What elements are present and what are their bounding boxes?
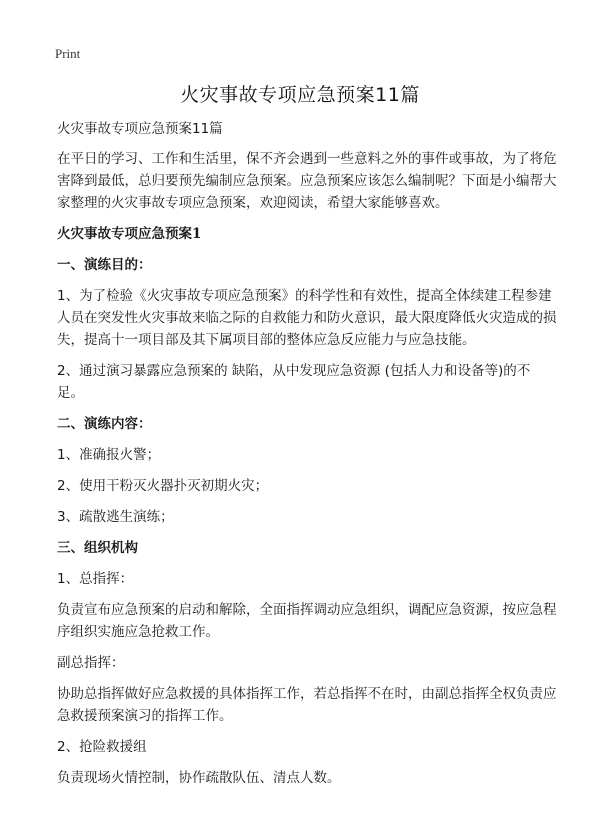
- paragraph: 负责宣布应急预案的启动和解除，全面指挥调动应急组织，调配应急资源，按应急程序组织实施应急抢救工作。: [57, 602, 557, 640]
- document-title: 火灾事故专项应急预案11篇: [180, 84, 420, 106]
- paragraph: 1、总指挥：: [57, 571, 134, 587]
- section-heading: 三、组织机构: [57, 540, 138, 556]
- paragraph: 1、为了检验《火灾事故专项应急预案》的科学性和有效性，提高全体续建工程参建人员在突发性火灾事故来临之际的自救能力和防火意识，最大限度降低火灾造成的损失，提高十一项目部及其下属项目部的整体应急反应能力与应急技能。: [57, 288, 557, 348]
- paragraph: 协助总指挥做好应急救援的具体指挥工作，若总指挥不在时，由副总指挥全权负责应急救援预案演习的指挥工作。: [57, 686, 557, 724]
- section-heading: 二、演练内容：: [57, 416, 152, 432]
- document-body: [57, 118, 557, 798]
- paragraph: 2、通过演习暴露应急预案的 缺陷，从中发现应急资源 (包括人力和设备等)的不足。: [57, 363, 531, 401]
- list-item: 3、疏散逃生演练；: [57, 509, 174, 525]
- print-label: Print: [55, 46, 81, 61]
- list-item: 1、准确报火警；: [57, 447, 161, 463]
- intro-paragraph: 在平日的学习、工作和生活里，保不齐会遇到一些意料之外的事件或事故，为了将危害降到最低，总归要预先编制应急预案。应急预案应该怎么编制呢？下面是小编帮大家整理的火灾事故专项应急预案，欢迎阅读，希望大家能够喜欢。: [57, 151, 557, 211]
- section-heading: 一、演练目的：: [57, 257, 152, 273]
- case-title: 火灾事故专项应急预案1: [57, 226, 202, 242]
- paragraph: 副总指挥：: [57, 655, 125, 671]
- paragraph: 负责现场火情控制，协作疏散队伍、清点人数。: [57, 770, 341, 786]
- paragraph: 2、抢险救援组: [57, 739, 147, 755]
- document-subtitle: 火灾事故专项应急预案11篇: [57, 121, 223, 137]
- list-item: 2、使用干粉灭火器扑灭初期火灾；: [57, 478, 269, 494]
